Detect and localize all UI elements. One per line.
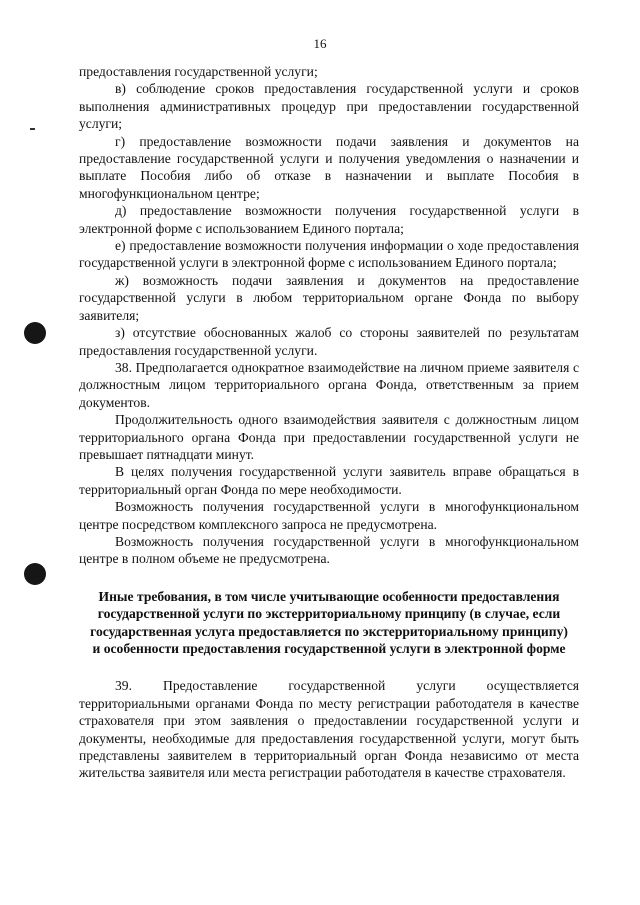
section-heading: Иные требования, в том числе учитывающие особенности предоставления государственной услуги по экстерриториальному принципу (в случае, если государственная услуга предоставляется по экстерриториальному принципу) и особенности предоставления государственной услуги в электронной форме	[90, 588, 568, 656]
margin-mark	[30, 128, 35, 130]
paragraph-duration: Продолжительность одного взаимодействия заявителя с должностным лицом территориального органа Фонда при предоставлении государственной услуги не превышает пятнадцати минут.	[79, 412, 579, 462]
paragraph-mfc-full: Возможность получения государственной услуги в многофункциональном центре в полном объеме не предусмотрена.	[79, 533, 579, 567]
paragraph-item-v: в) соблюдение сроков предоставления государственной услуги и сроков выполнения административных процедур при предоставлении государственной услуги;	[79, 81, 579, 132]
paragraph-item-zh: ж) возможность подачи заявления и документов на предоставление государственной услуги в любом территориальном органе Фонда по выбору заявителя;	[79, 272, 579, 323]
paragraph-39: 39. Предоставление государственной услуги осуществляется территориальными органами Фонда по месту регистрации работодателя в качестве страхователя при этом заявления о предоставлении государственной услуги и документы, необходимые для предоставления государственной услуги, могут быть представлены заявителем в территориальный орган Фонда независимо от места жительства заявителя или места регистрации работодателя в качестве страхователя.	[79, 678, 579, 781]
paragraph-item-z: з) отсутствие обоснованных жалоб со стороны заявителей по результатам предоставления государственной услуги.	[79, 325, 579, 358]
paragraph-item-e: е) предоставление возможности получения информации о ходе предоставления государственной услуги в электронной форме с использованием Единого портала;	[79, 238, 579, 271]
paragraph-item-g: г) предоставление возможности подачи заявления и документов на предоставление государственной услуги и получения уведомления о назначении и выплате Пособия либо об отказе в назначении и выплате Пособия в многофункциональном центре;	[79, 133, 579, 201]
document-body	[79, 63, 579, 782]
paragraph-frequency: В целях получения государственной услуги заявитель вправе обращаться в территориальный орган Фонда по мере необходимости.	[79, 464, 579, 497]
page-number: 16	[313, 36, 327, 51]
paragraph-continuation: предоставления государственной услуги;	[79, 64, 318, 79]
paragraph-38: 38. Предполагается однократное взаимодействие на личном приеме заявителя с должностным лицом территориального органа Фонда, ответственным за прием документов.	[79, 359, 579, 410]
paragraph-item-d: д) предоставление возможности получения государственной услуги в электронной форме с использованием Единого портала;	[79, 203, 579, 236]
paragraph-complex-request: Возможность получения государственной услуги в многофункциональном центре посредством комплексного запроса не предусмотрена.	[79, 499, 579, 532]
punch-hole-bottom	[24, 563, 46, 585]
punch-hole-top	[24, 322, 46, 344]
